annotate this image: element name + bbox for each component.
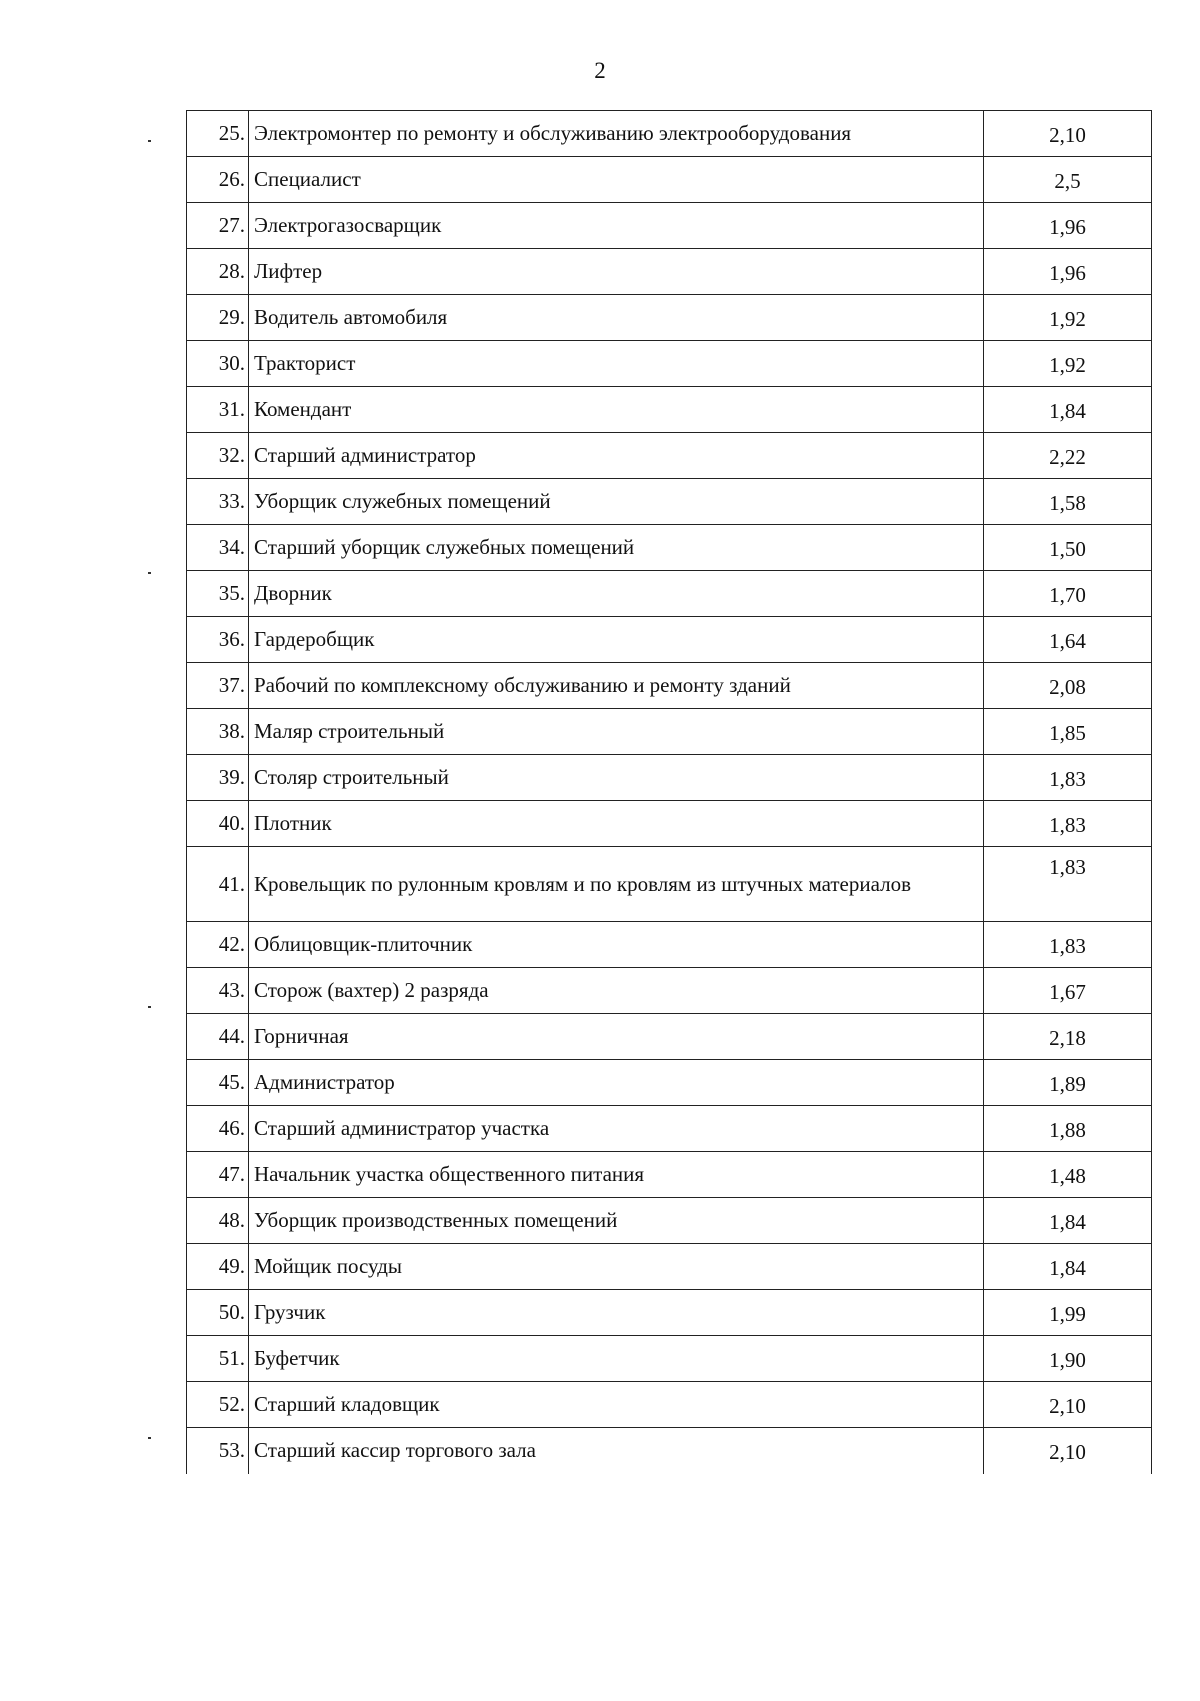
- table-row: [187, 1106, 1152, 1152]
- position-name: Уборщик производственных помещений: [249, 1198, 984, 1244]
- table-row: [187, 1382, 1152, 1428]
- row-number: 41.: [187, 847, 249, 922]
- position-name: Плотник: [249, 801, 984, 847]
- margin-mark: [148, 572, 151, 574]
- row-number: 31.: [187, 387, 249, 433]
- coefficient-value: 2,22: [984, 433, 1152, 479]
- position-name: Старший администратор участка: [249, 1106, 984, 1152]
- table-row: [187, 571, 1152, 617]
- row-number: 50.: [187, 1290, 249, 1336]
- position-name: Сторож (вахтер) 2 разряда: [249, 968, 984, 1014]
- table-row: [187, 111, 1152, 157]
- position-name: Лифтер: [249, 249, 984, 295]
- margin-mark: [148, 1006, 151, 1008]
- coefficient-value: 1,92: [984, 341, 1152, 387]
- table-row: [187, 617, 1152, 663]
- table-row: [187, 968, 1152, 1014]
- row-number: 46.: [187, 1106, 249, 1152]
- position-name: Начальник участка общественного питания: [249, 1152, 984, 1198]
- coefficient-value: 1,84: [984, 387, 1152, 433]
- coefficient-value: 1,83: [984, 755, 1152, 801]
- coefficient-value: 1,70: [984, 571, 1152, 617]
- row-number: 26.: [187, 157, 249, 203]
- row-number: 28.: [187, 249, 249, 295]
- row-number: 32.: [187, 433, 249, 479]
- coefficient-value: 1,83: [984, 801, 1152, 847]
- coefficient-value: 2,10: [984, 111, 1152, 157]
- row-number: 43.: [187, 968, 249, 1014]
- margin-mark: [148, 140, 151, 142]
- row-number: 52.: [187, 1382, 249, 1428]
- coefficient-value: 1,83: [984, 847, 1152, 922]
- coefficient-value: 1,84: [984, 1244, 1152, 1290]
- table-row: [187, 1060, 1152, 1106]
- position-name: Старший уборщик служебных помещений: [249, 525, 984, 571]
- table-row: [187, 157, 1152, 203]
- table-row: [187, 847, 1152, 922]
- row-number: 51.: [187, 1336, 249, 1382]
- row-number: 36.: [187, 617, 249, 663]
- position-name: Горничная: [249, 1014, 984, 1060]
- position-name: Электромонтер по ремонту и обслуживанию электрооборудования: [249, 111, 984, 157]
- position-name: Комендант: [249, 387, 984, 433]
- table-row: [187, 479, 1152, 525]
- coefficient-value: 2,5: [984, 157, 1152, 203]
- row-number: 44.: [187, 1014, 249, 1060]
- position-name: Водитель автомобиля: [249, 295, 984, 341]
- position-name: Администратор: [249, 1060, 984, 1106]
- table-row: [187, 709, 1152, 755]
- coefficient-value: 1,58: [984, 479, 1152, 525]
- table-row: [187, 203, 1152, 249]
- row-number: 48.: [187, 1198, 249, 1244]
- coefficient-value: 1,89: [984, 1060, 1152, 1106]
- position-name: Буфетчик: [249, 1336, 984, 1382]
- table-row: [187, 663, 1152, 709]
- row-number: 27.: [187, 203, 249, 249]
- coefficient-value: 2,10: [984, 1428, 1152, 1474]
- position-name: Старший кладовщик: [249, 1382, 984, 1428]
- coefficient-value: 1,64: [984, 617, 1152, 663]
- table-row: [187, 1244, 1152, 1290]
- coefficient-value: 1,96: [984, 203, 1152, 249]
- row-number: 37.: [187, 663, 249, 709]
- table-row: [187, 525, 1152, 571]
- coefficient-value: 1,99: [984, 1290, 1152, 1336]
- table-row: [187, 1198, 1152, 1244]
- page-number: 2: [594, 58, 606, 83]
- coefficient-value: 2,18: [984, 1014, 1152, 1060]
- position-name: Маляр строительный: [249, 709, 984, 755]
- coefficient-value: 2,10: [984, 1382, 1152, 1428]
- row-number: 39.: [187, 755, 249, 801]
- table-row: [187, 1014, 1152, 1060]
- row-number: 49.: [187, 1244, 249, 1290]
- table-row: [187, 755, 1152, 801]
- row-number: 53.: [187, 1428, 249, 1474]
- coefficient-value: 1,90: [984, 1336, 1152, 1382]
- coefficient-value: 1,96: [984, 249, 1152, 295]
- position-name: Электрогазосварщик: [249, 203, 984, 249]
- table-row: [187, 295, 1152, 341]
- table-row: [187, 1428, 1152, 1474]
- table-row: [187, 1152, 1152, 1198]
- row-number: 42.: [187, 922, 249, 968]
- position-name: Дворник: [249, 571, 984, 617]
- row-number: 47.: [187, 1152, 249, 1198]
- coefficient-value: 1,85: [984, 709, 1152, 755]
- table-row: [187, 1336, 1152, 1382]
- position-name: Рабочий по комплексному обслуживанию и ремонту зданий: [249, 663, 984, 709]
- position-name: Уборщик служебных помещений: [249, 479, 984, 525]
- position-name: Кровельщик по рулонным кровлям и по кровлям из штучных материалов: [249, 847, 984, 922]
- table-row: [187, 801, 1152, 847]
- row-number: 45.: [187, 1060, 249, 1106]
- position-name: Мойщик посуды: [249, 1244, 984, 1290]
- row-number: 34.: [187, 525, 249, 571]
- position-name: Грузчик: [249, 1290, 984, 1336]
- coefficient-value: 1,67: [984, 968, 1152, 1014]
- position-name: Облицовщик-плиточник: [249, 922, 984, 968]
- coefficient-value: 1,83: [984, 922, 1152, 968]
- coefficient-value: 1,48: [984, 1152, 1152, 1198]
- coefficient-value: 1,50: [984, 525, 1152, 571]
- position-name: Столяр строительный: [249, 755, 984, 801]
- coefficient-value: 2,08: [984, 663, 1152, 709]
- table-row: [187, 922, 1152, 968]
- table-row: [187, 387, 1152, 433]
- position-name: Тракторист: [249, 341, 984, 387]
- position-name: Специалист: [249, 157, 984, 203]
- row-number: 38.: [187, 709, 249, 755]
- coefficient-value: 1,92: [984, 295, 1152, 341]
- table-row: [187, 341, 1152, 387]
- table-row: [187, 433, 1152, 479]
- coefficient-value: 1,84: [984, 1198, 1152, 1244]
- coefficient-value: 1,88: [984, 1106, 1152, 1152]
- row-number: 30.: [187, 341, 249, 387]
- row-number: 35.: [187, 571, 249, 617]
- position-name: Гардеробщик: [249, 617, 984, 663]
- positions-table: [186, 110, 1152, 1474]
- row-number: 33.: [187, 479, 249, 525]
- row-number: 29.: [187, 295, 249, 341]
- position-name: Старший администратор: [249, 433, 984, 479]
- table-row: [187, 249, 1152, 295]
- margin-mark: [148, 1437, 151, 1439]
- position-name: Старший кассир торгового зала: [249, 1428, 984, 1474]
- row-number: 25.: [187, 111, 249, 157]
- table-row: [187, 1290, 1152, 1336]
- row-number: 40.: [187, 801, 249, 847]
